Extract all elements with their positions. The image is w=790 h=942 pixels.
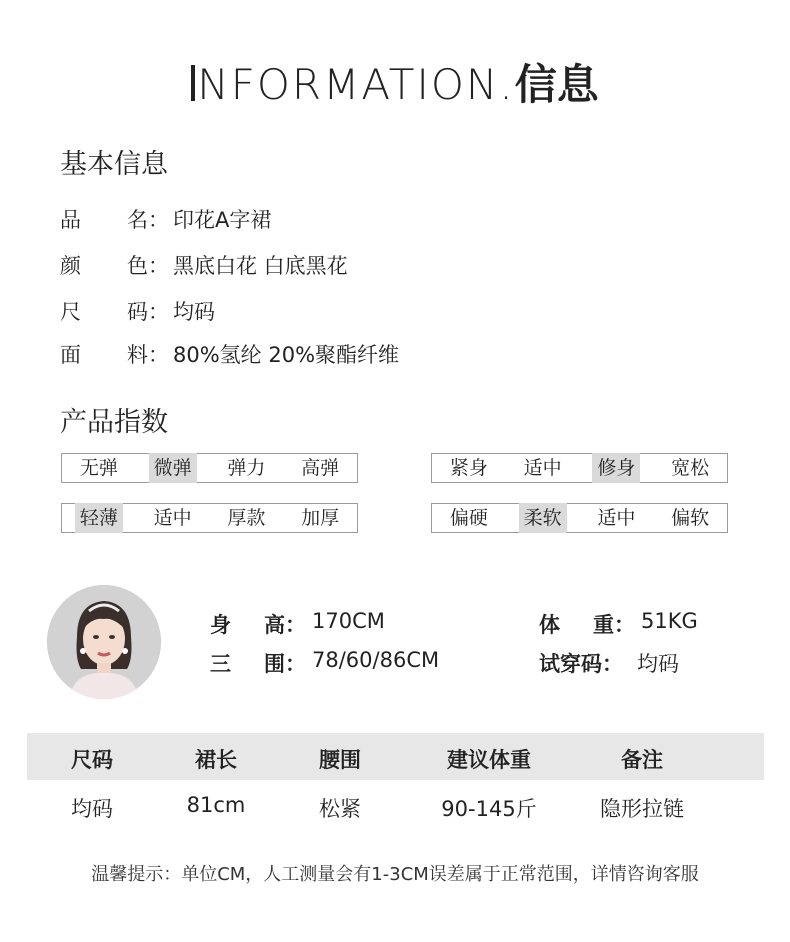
info-label: 颜 xyxy=(60,254,81,278)
index-option: 适中 xyxy=(153,507,192,529)
info-value: 80%氢纶 20%聚酯纤维 xyxy=(173,343,400,367)
info-row-size xyxy=(60,296,215,326)
index-option: 高弹 xyxy=(301,457,340,479)
index-option: 微弹 xyxy=(149,453,197,483)
index-option: 无弹 xyxy=(79,457,118,479)
index-option: 修身 xyxy=(592,453,640,483)
info-label: 面 xyxy=(60,343,81,367)
info-label: 名 xyxy=(127,208,148,232)
model-tried-size xyxy=(539,648,679,678)
info-value: 黑底白花 白底黑花 xyxy=(173,254,348,278)
index-group-thickness xyxy=(61,503,358,533)
model-label: 身 xyxy=(210,613,231,637)
size-table-cell: 均码 xyxy=(71,797,113,821)
info-colon: ： xyxy=(148,343,169,367)
index-option: 紧身 xyxy=(449,457,488,479)
model-value: 51KG xyxy=(641,609,698,633)
model-portrait-icon xyxy=(47,585,161,699)
size-table-cell: 81cm xyxy=(186,793,246,817)
index-option: 适中 xyxy=(523,457,562,479)
page-title xyxy=(0,52,790,112)
model-colon: ： xyxy=(285,613,306,637)
info-row-color xyxy=(60,250,348,280)
model-value: 78/60/86CM xyxy=(312,648,440,672)
product-index-heading: 产品指数 xyxy=(60,407,168,438)
size-table-header: 尺码 xyxy=(71,748,113,772)
size-table-header: 腰围 xyxy=(319,748,361,772)
model-label: 体 xyxy=(539,613,560,637)
size-table-header: 建议体重 xyxy=(447,748,531,772)
model-label: 围 xyxy=(264,652,285,676)
title-bar-mark xyxy=(191,65,195,101)
info-row-fabric xyxy=(60,339,399,369)
index-option: 加厚 xyxy=(301,507,340,529)
index-option: 偏软 xyxy=(671,507,710,529)
model-label: 三 xyxy=(210,652,231,676)
index-option: 适中 xyxy=(597,507,636,529)
index-group-fit xyxy=(431,453,728,483)
index-group-softness xyxy=(431,503,728,533)
info-colon: ： xyxy=(148,300,169,324)
info-colon: ： xyxy=(148,254,169,278)
size-table-header: 备注 xyxy=(621,748,663,772)
model-colon: ： xyxy=(614,613,635,637)
measurement-tip: 温馨提示：单位CM，人工测量会有1-3CM误差属于正常范围，详情咨询客服 xyxy=(91,864,699,885)
index-option: 厚款 xyxy=(227,507,266,529)
info-label: 码 xyxy=(127,300,148,324)
model-value: 均码 xyxy=(637,652,679,676)
info-label: 尺 xyxy=(60,300,81,324)
info-value: 印花A字裙 xyxy=(173,208,272,232)
info-value: 均码 xyxy=(173,300,215,324)
title-cn: 信息 xyxy=(514,60,599,109)
basic-info-heading: 基本信息 xyxy=(60,149,168,180)
model-label: 试穿码 xyxy=(539,652,602,676)
info-label: 色 xyxy=(127,254,148,278)
model-avatar xyxy=(47,585,161,699)
model-colon: ： xyxy=(602,652,623,676)
index-option: 轻薄 xyxy=(75,503,123,533)
index-option: 偏硬 xyxy=(449,507,488,529)
info-row-name xyxy=(60,204,271,234)
model-value: 170CM xyxy=(312,609,385,633)
title-en: NFORMATION. xyxy=(197,60,515,109)
model-measurements xyxy=(210,648,439,678)
info-colon: ： xyxy=(148,208,169,232)
index-option: 宽松 xyxy=(671,457,710,479)
size-table-cell: 隐形拉链 xyxy=(600,797,684,821)
index-option: 弹力 xyxy=(227,457,266,479)
size-table-header: 裙长 xyxy=(195,748,237,772)
model-label: 高 xyxy=(264,613,285,637)
model-colon: ： xyxy=(285,652,306,676)
model-label: 重 xyxy=(593,613,614,637)
size-table-cell: 90-145斤 xyxy=(441,797,537,821)
size-table-cell: 松紧 xyxy=(319,797,361,821)
index-group-elasticity xyxy=(61,453,358,483)
index-option: 柔软 xyxy=(519,503,567,533)
info-label: 品 xyxy=(60,208,81,232)
info-label: 料 xyxy=(127,343,148,367)
model-weight xyxy=(539,609,698,639)
model-height xyxy=(210,609,385,639)
